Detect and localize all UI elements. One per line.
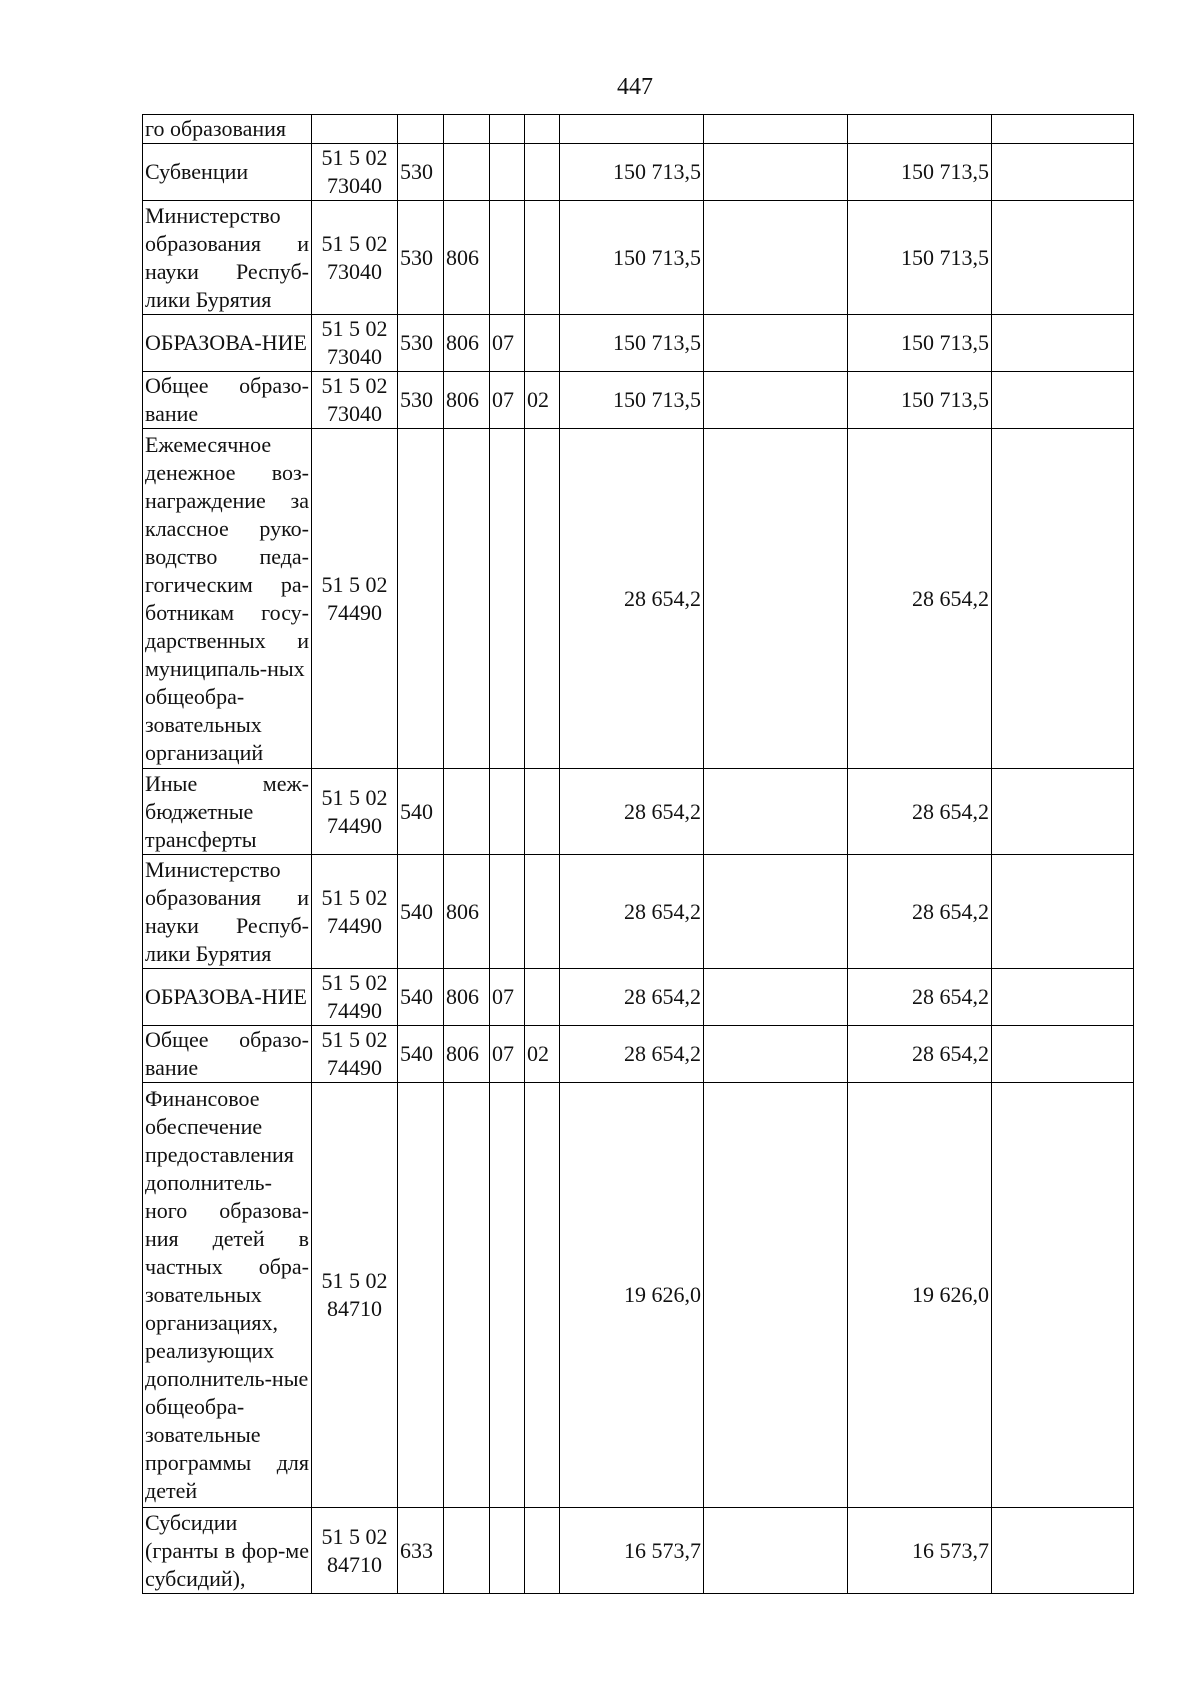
table-body — [143, 115, 1134, 1594]
row-grbs-cell — [444, 769, 490, 855]
row-pr-cell — [525, 201, 560, 315]
row-grbs-cell: 806 — [444, 855, 490, 969]
row-rz-cell: 07 — [490, 1026, 525, 1083]
row-amount-4-cell — [992, 855, 1134, 969]
row-grbs-cell: 806 — [444, 372, 490, 429]
row-csr-cell — [312, 115, 398, 144]
row-name-cell: Министерство образования и науки Респуб-лики Бурятия — [143, 855, 312, 969]
row-grbs-cell: 806 — [444, 1026, 490, 1083]
row-amount-2-cell — [704, 769, 848, 855]
row-amount-4-cell — [992, 429, 1134, 769]
row-csr-cell: 51 5 02 84710 — [312, 1083, 398, 1508]
row-pr-cell — [525, 1508, 560, 1594]
row-rz-cell — [490, 144, 525, 201]
row-rz-cell: 07 — [490, 969, 525, 1026]
row-pr-cell: 02 — [525, 372, 560, 429]
row-amount-2-cell — [704, 115, 848, 144]
row-vr-cell — [398, 115, 444, 144]
row-amount-1-cell: 19 626,0 — [560, 1083, 704, 1508]
row-grbs-cell — [444, 144, 490, 201]
row-vr-cell: 540 — [398, 769, 444, 855]
row-amount-2-cell — [704, 1083, 848, 1508]
row-rz-cell — [490, 115, 525, 144]
row-csr-cell: 51 5 02 84710 — [312, 1508, 398, 1594]
row-csr-cell: 51 5 02 74490 — [312, 1026, 398, 1083]
row-rz-cell — [490, 1508, 525, 1594]
row-amount-3-cell: 28 654,2 — [848, 429, 992, 769]
row-grbs-cell: 806 — [444, 969, 490, 1026]
row-csr-cell: 51 5 02 73040 — [312, 201, 398, 315]
row-amount-2-cell — [704, 969, 848, 1026]
table-row — [143, 769, 1134, 855]
row-csr-cell: 51 5 02 74490 — [312, 969, 398, 1026]
row-amount-1-cell: 28 654,2 — [560, 855, 704, 969]
row-pr-cell — [525, 429, 560, 769]
row-csr-cell: 51 5 02 74490 — [312, 769, 398, 855]
row-amount-4-cell — [992, 1508, 1134, 1594]
row-name-cell: Общее образо-вание — [143, 372, 312, 429]
row-grbs-cell — [444, 115, 490, 144]
row-grbs-cell: 806 — [444, 315, 490, 372]
row-pr-cell — [525, 769, 560, 855]
row-rz-cell — [490, 1083, 525, 1508]
row-name-cell: го образования — [143, 115, 312, 144]
row-amount-2-cell — [704, 1026, 848, 1083]
row-csr-cell: 51 5 02 73040 — [312, 315, 398, 372]
row-vr-cell: 530 — [398, 315, 444, 372]
row-grbs-cell — [444, 1083, 490, 1508]
row-name-cell: Министерство образования и науки Респуб-лики Бурятия — [143, 201, 312, 315]
table-row — [143, 1083, 1134, 1508]
row-amount-1-cell: 28 654,2 — [560, 769, 704, 855]
row-amount-3-cell: 28 654,2 — [848, 1026, 992, 1083]
row-amount-2-cell — [704, 855, 848, 969]
row-rz-cell — [490, 855, 525, 969]
row-amount-1-cell — [560, 115, 704, 144]
row-amount-4-cell — [992, 201, 1134, 315]
row-amount-3-cell: 19 626,0 — [848, 1083, 992, 1508]
row-name-cell: Субвенции — [143, 144, 312, 201]
row-name-cell: Общее образо-вание — [143, 1026, 312, 1083]
row-amount-3-cell: 150 713,5 — [848, 372, 992, 429]
row-vr-cell: 540 — [398, 1026, 444, 1083]
row-pr-cell — [525, 144, 560, 201]
row-amount-2-cell — [704, 372, 848, 429]
row-amount-4-cell — [992, 144, 1134, 201]
row-amount-2-cell — [704, 144, 848, 201]
row-amount-1-cell: 150 713,5 — [560, 144, 704, 201]
row-vr-cell: 530 — [398, 144, 444, 201]
row-name-cell: Финансовое обеспечение предоставления дополнитель-ного образова-ния детей в частных обра-зовательных организациях, реализующих дополнитель-ные общеобра-зовательные программы для детей — [143, 1083, 312, 1508]
row-amount-3-cell: 150 713,5 — [848, 144, 992, 201]
row-name-cell: Субсидии (гранты в фор-ме субсидий), — [143, 1508, 312, 1594]
row-name-cell: Ежемесячное денежное воз-награждение за классное руко-водство педа-гогическим ра-ботникам госу-дарственных и муниципаль-ных общеобра-зовательных организаций — [143, 429, 312, 769]
row-amount-4-cell — [992, 969, 1134, 1026]
row-amount-4-cell — [992, 1026, 1134, 1083]
row-amount-4-cell — [992, 769, 1134, 855]
row-name-cell: ОБРАЗОВА-НИЕ — [143, 315, 312, 372]
table-row — [143, 1508, 1134, 1594]
row-vr-cell: 540 — [398, 969, 444, 1026]
table-row — [143, 144, 1134, 201]
row-amount-1-cell: 150 713,5 — [560, 315, 704, 372]
row-amount-3-cell — [848, 115, 992, 144]
row-name-cell: ОБРАЗОВА-НИЕ — [143, 969, 312, 1026]
table-row — [143, 969, 1134, 1026]
row-rz-cell — [490, 769, 525, 855]
row-vr-cell: 540 — [398, 855, 444, 969]
page-number: 447 — [617, 74, 653, 100]
row-amount-3-cell: 150 713,5 — [848, 315, 992, 372]
row-vr-cell — [398, 429, 444, 769]
row-pr-cell — [525, 1083, 560, 1508]
row-grbs-cell — [444, 1508, 490, 1594]
row-vr-cell: 530 — [398, 372, 444, 429]
row-amount-4-cell — [992, 115, 1134, 144]
row-vr-cell: 633 — [398, 1508, 444, 1594]
row-pr-cell: 02 — [525, 1026, 560, 1083]
row-amount-1-cell: 150 713,5 — [560, 372, 704, 429]
row-amount-1-cell: 28 654,2 — [560, 429, 704, 769]
row-amount-4-cell — [992, 1083, 1134, 1508]
row-amount-3-cell: 28 654,2 — [848, 969, 992, 1026]
row-rz-cell — [490, 429, 525, 769]
row-amount-1-cell: 150 713,5 — [560, 201, 704, 315]
row-csr-cell: 51 5 02 74490 — [312, 429, 398, 769]
row-vr-cell: 530 — [398, 201, 444, 315]
table-row — [143, 855, 1134, 969]
row-rz-cell — [490, 201, 525, 315]
row-pr-cell — [525, 969, 560, 1026]
table-row — [143, 115, 1134, 144]
table-row — [143, 315, 1134, 372]
row-amount-3-cell: 28 654,2 — [848, 769, 992, 855]
row-pr-cell — [525, 855, 560, 969]
row-amount-2-cell — [704, 429, 848, 769]
row-rz-cell: 07 — [490, 372, 525, 429]
row-vr-cell — [398, 1083, 444, 1508]
row-amount-1-cell: 28 654,2 — [560, 969, 704, 1026]
row-name-cell: Иные меж-бюджетные трансферты — [143, 769, 312, 855]
budget-table — [142, 114, 1134, 1594]
row-csr-cell: 51 5 02 73040 — [312, 372, 398, 429]
row-amount-4-cell — [992, 315, 1134, 372]
row-grbs-cell: 806 — [444, 201, 490, 315]
row-amount-2-cell — [704, 315, 848, 372]
row-amount-2-cell — [704, 1508, 848, 1594]
row-csr-cell: 51 5 02 74490 — [312, 855, 398, 969]
row-pr-cell — [525, 115, 560, 144]
table-row — [143, 429, 1134, 769]
row-amount-1-cell: 16 573,7 — [560, 1508, 704, 1594]
row-amount-3-cell: 150 713,5 — [848, 201, 992, 315]
row-grbs-cell — [444, 429, 490, 769]
row-amount-1-cell: 28 654,2 — [560, 1026, 704, 1083]
table-row — [143, 1026, 1134, 1083]
row-amount-2-cell — [704, 201, 848, 315]
row-amount-3-cell: 16 573,7 — [848, 1508, 992, 1594]
row-csr-cell: 51 5 02 73040 — [312, 144, 398, 201]
row-rz-cell: 07 — [490, 315, 525, 372]
row-amount-4-cell — [992, 372, 1134, 429]
row-pr-cell — [525, 315, 560, 372]
table-row — [143, 201, 1134, 315]
row-amount-3-cell: 28 654,2 — [848, 855, 992, 969]
table-row — [143, 372, 1134, 429]
